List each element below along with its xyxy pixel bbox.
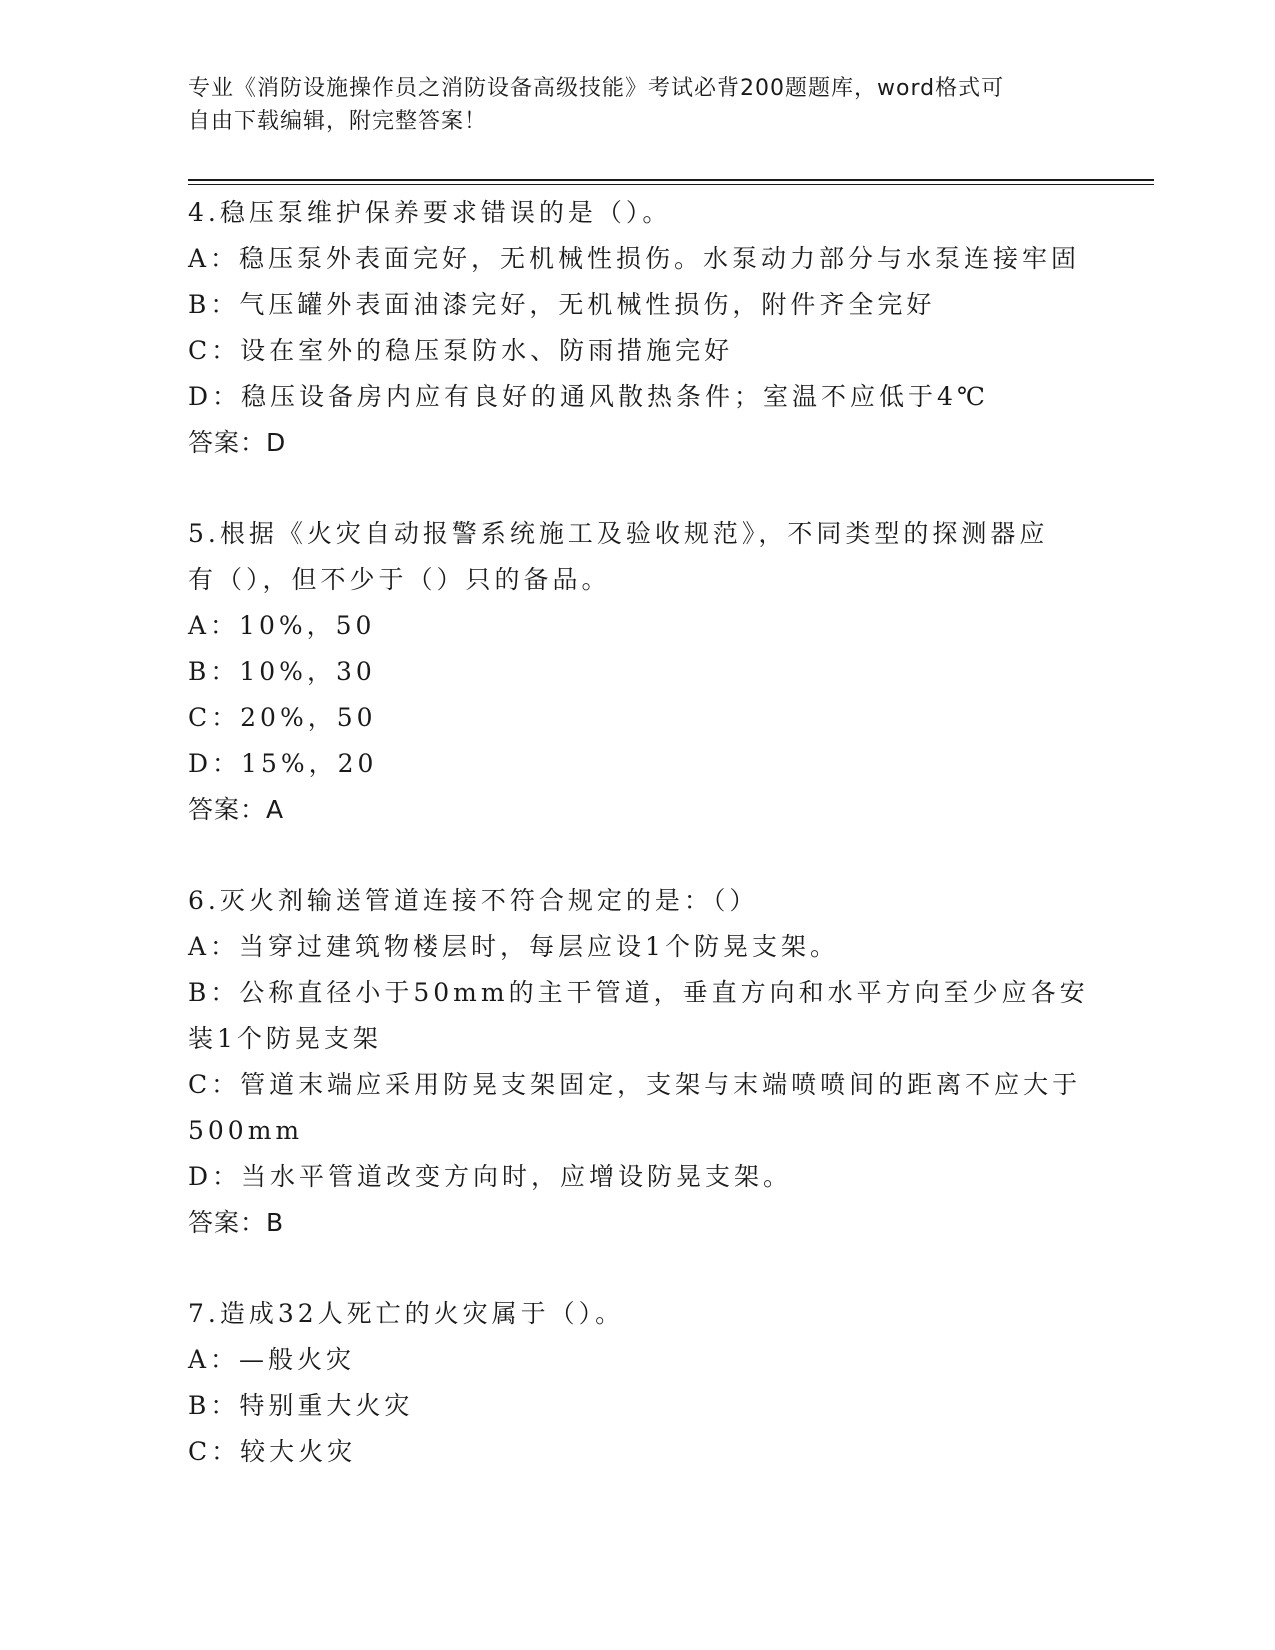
question-6	[188, 878, 1108, 1246]
option-a: A：当穿过建筑物楼层时，每层应设1个防晃支架。	[188, 932, 839, 961]
option-c: C：设在室外的稳压泵防水、防雨措施完好	[188, 336, 734, 365]
option-d: D：15%，20	[188, 749, 378, 778]
question-text-cont: 有（），但不少于（）只的备品。	[188, 565, 611, 594]
header-line-1: 专业《消防设施操作员之消防设备高级技能》考试必背200题题库，word格式可	[188, 76, 1005, 101]
question-4	[188, 190, 1108, 466]
option-c: C：较大火灾	[188, 1437, 357, 1466]
question-5	[188, 511, 1108, 833]
option-b: B：气压罐外表面油漆完好，无机械性损伤，附件齐全完好	[188, 290, 936, 319]
option-b: B：10%，30	[188, 657, 376, 686]
option-d: D：稳压设备房内应有良好的通风散热条件；室温不应低于4℃	[188, 382, 989, 411]
answer: 答案：B	[188, 1208, 285, 1237]
answer: 答案：D	[188, 428, 287, 457]
question-text: 6.灭火剂输送管道连接不符合规定的是：（）	[188, 886, 759, 915]
option-b-cont: 装1个防晃支架	[188, 1024, 382, 1053]
question-list	[188, 190, 1108, 1475]
question-text: 7.造成32人死亡的火灾属于（）。	[188, 1299, 625, 1328]
option-c-cont: 500mm	[188, 1116, 304, 1145]
option-b: B：特别重大火灾	[188, 1391, 414, 1420]
option-a: A：—般火灾	[188, 1345, 356, 1374]
option-c: C：20%，50	[188, 703, 377, 732]
question-text: 5.根据《火灾自动报警系统施工及验收规范》，不同类型的探测器应	[188, 519, 1049, 548]
option-a: A：稳压泵外表面完好，无机械性损伤。水泵动力部分与水泵连接牢固	[188, 244, 1081, 273]
question-text: 4.稳压泵维护保养要求错误的是（）。	[188, 198, 672, 227]
header-line-2: 自由下载编辑，附完整答案！	[188, 109, 488, 134]
option-a: A：10%，50	[188, 611, 376, 640]
document-header	[188, 72, 1088, 138]
option-b: B：公称直径小于50mm的主干管道，垂直方向和水平方向至少应各安	[188, 978, 1089, 1007]
header-rule-thick	[188, 179, 1154, 181]
option-c: C：管道末端应采用防晃支架固定，支架与末端喷喷间的距离不应大于	[188, 1070, 1082, 1099]
option-d: D：当水平管道改变方向时，应增设防晃支架。	[188, 1162, 793, 1191]
header-rule-thin	[188, 184, 1154, 185]
answer: 答案：A	[188, 795, 285, 824]
question-7	[188, 1291, 1108, 1475]
